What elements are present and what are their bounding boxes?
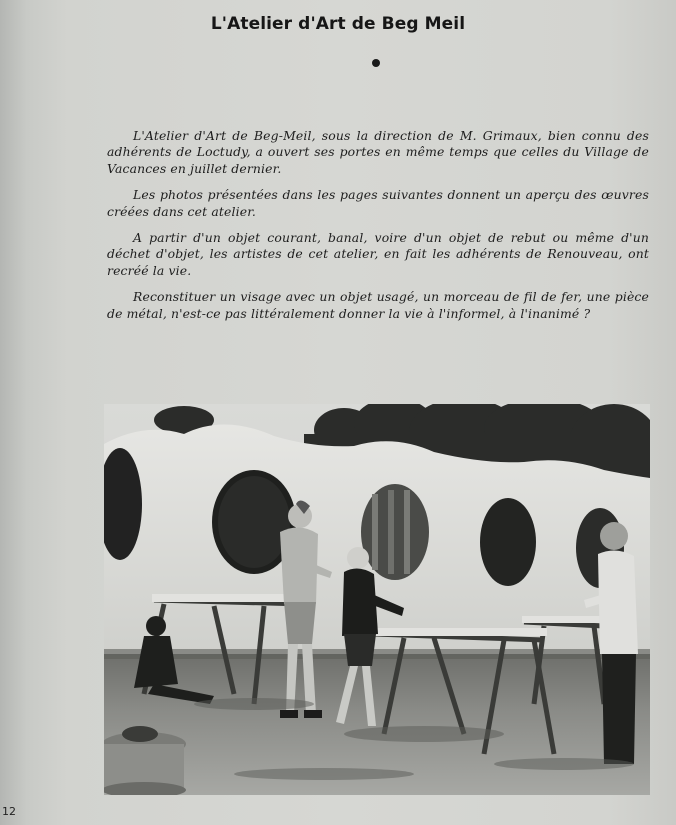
paragraph-2: Les photos présentées dans les pages suivantes donnent un aperçu des œuvres créées dans cet atelier.: [107, 187, 649, 219]
paragraph-3: A partir d'un objet courant, banal, voire d'un objet de rebut ou même d'un déchet d'objet, les artistes de cet atelier, en fait les adhérents de Renouveau, ont recréé la vie.: [107, 230, 649, 278]
paragraph-1: L'Atelier d'Art de Beg-Meil, sous la direction de M. Grimaux, bien connu des adhérents de Loctudy, a ouvert ses portes en même temps que celles du Village de Vacances en juillet dernier.: [107, 128, 649, 176]
page-title: L'Atelier d'Art de Beg Meil: [210, 14, 466, 34]
page-number: 12: [2, 805, 16, 818]
article-body: [107, 128, 649, 332]
paragraph-4: Reconstituer un visage avec un objet usagé, un morceau de fil de fer, une pièce de métal, n'est-ce pas littéralement donner la vie à l'informel, à l'inanimé ?: [107, 289, 649, 321]
basket: [104, 726, 186, 795]
title-bullet: [372, 59, 380, 67]
workshop-photo: [104, 404, 650, 795]
